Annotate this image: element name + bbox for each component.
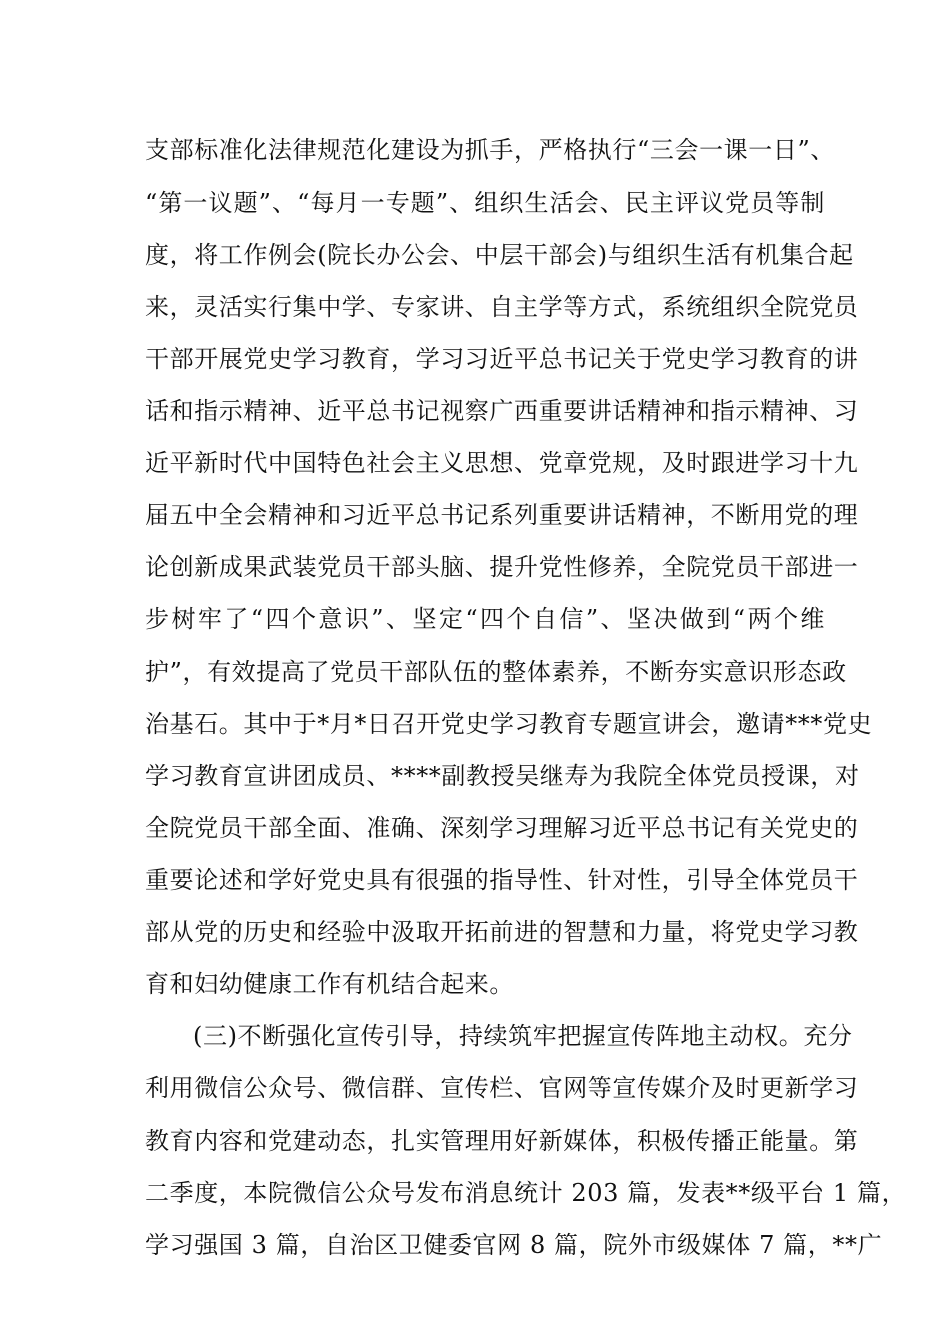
paragraph-last-line: 育和妇幼健康工作有机结合起来。: [145, 970, 514, 998]
body-text-line: 部从党的历史和经验中汲取开拓前进的智慧和力量，将党史学习教: [145, 918, 859, 946]
body-text-line: “第一议题”、“每月一专题”、组织生活会、民主评议党员等制: [145, 189, 825, 217]
body-text-line: 支部标准化法律规范化建设为抓手，严格执行“三会一课一日”、: [145, 136, 835, 164]
body-text-line: 治基石。其中于*月*日召开党史学习教育专题宣讲会，邀请***党史: [145, 710, 873, 738]
body-text-line: 教育内容和党建动态，扎实管理用好新媒体，积极传播正能量。第: [145, 1127, 859, 1155]
body-text-line: 步树牢了“四个意识”、坚定“四个自信”、坚决做到“两个维: [145, 605, 825, 633]
body-text-line: 全院党员干部全面、准确、深刻学习理解习近平总书记有关党史的: [145, 814, 859, 842]
body-text-line: 干部开展党史学习教育，学习习近平总书记关于党史学习教育的讲: [145, 345, 859, 373]
body-text-line: 利用微信公众号、微信群、宣传栏、官网等宣传媒介及时更新学习: [145, 1074, 859, 1102]
body-text-line: 度，将工作例会(院长办公会、中层干部会)与组织生活有机集合起: [145, 241, 854, 269]
body-text-line: 来，灵活实行集中学、专家讲、自主学等方式，系统组织全院党员: [145, 293, 859, 321]
body-text-line: 学习强国 3 篇，自治区卫健委官网 8 篇，院外市级媒体 7 篇，**广: [145, 1231, 883, 1259]
body-text-line: 论创新成果武装党员干部头脑、提升党性修养，全院党员干部进一: [145, 553, 859, 581]
body-text-line: 届五中全会精神和习近平总书记系列重要讲话精神，不断用党的理: [145, 501, 859, 529]
body-text-line: 二季度，本院微信公众号发布消息统计 203 篇，发表**级平台 1 篇，: [145, 1179, 907, 1207]
section-heading-line: (三)不断强化宣传引导，持续筑牢把握宣传阵地主动权。充分: [193, 1022, 853, 1050]
body-text-line: 近平新时代中国特色社会主义思想、党章党规，及时跟进学习十九: [145, 449, 859, 477]
body-text-line: 话和指示精神、近平总书记视察广西重要讲话精神和指示精神、习: [145, 397, 859, 425]
body-text-line: 重要论述和学好党史具有很强的指导性、针对性，引导全体党员干: [145, 866, 859, 894]
body-text-line: 护”，有效提高了党员干部队伍的整体素养，不断夯实意识形态政: [145, 658, 847, 686]
body-text-line: 学习教育宣讲团成员、****副教授吴继寿为我院全体党员授课，对: [145, 762, 860, 790]
